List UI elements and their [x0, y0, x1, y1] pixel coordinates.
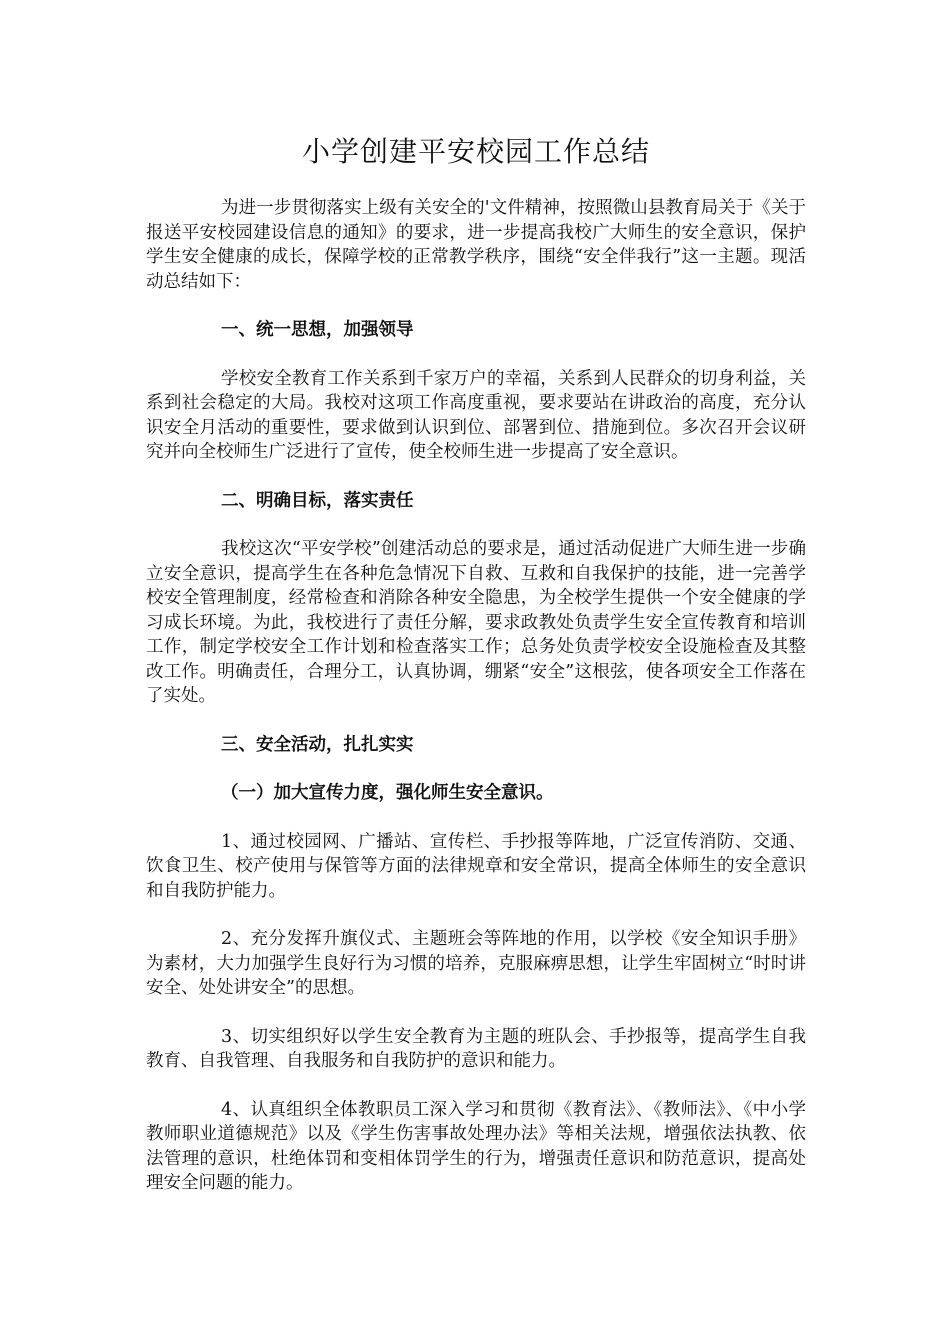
list-item: 4、认真组织全体教职员工深入学习和贯彻《教育法》、《教师法》、《中小学教师职业道德规范》以及《学生伤害事故处理办法》等相关法规，增强依法执教、依法管理的意识，杜绝体罚和变相体罚学生的行为，增强责任意识和防范意识，提高处理安全问题的能力。: [146, 1099, 806, 1193]
section-1-heading: 一、统一思想，加强领导: [221, 320, 414, 340]
list-item: 1、通过校园网、广播站、宣传栏、手抄报等阵地，广泛宣传消防、交通、饮食卫生、校产使用与保管等方面的法律规章和安全常识，提高全体师生的安全意识和自我防护能力。: [146, 831, 806, 901]
list-item: 3、切实组织好以学生安全教育为主题的班队会、手抄报等，提高学生自我教育、自我管理、自我服务和自我防护的意识和能力。: [146, 1026, 806, 1071]
document-title: 小学创建平安校园工作总结: [301, 135, 650, 168]
list-item: 2、充分发挥升旗仪式、主题班会等阵地的作用，以学校《安全知识手册》为素材，大力加强学生良好行为习惯的培养，克服麻痹思想，让学生牢固树立“时时讲安全、处处讲安全”的思想。: [146, 929, 806, 998]
section-1-body: 学校安全教育工作关系到千家万户的幸福，关系到人民群众的切身利益，关系到社会稳定的大局。我校对这项工作高度重视，要求要站在讲政治的高度，充分认识安全月活动的重要性，要求做到认识到位、部署到位、措施到位。多次召开会议研究并向全校师生广泛进行了宣传，使全校师生进一步提高了安全意识。: [146, 368, 806, 462]
document-page: [146, 0, 806, 1196]
section-2-body: 我校这次“平安学校”创建活动总的要求是，通过活动促进广大师生进一步确立安全意识，提高学生在各种危急情况下自救、互救和自我保护的技能，进一完善学校安全管理制度，经常检查和消除各种安全隐患，为全校学生提供一个安全健康的学习成长环境。为此，我校进行了责任分解，要求政教处负责学生安全宣传教育和培训工作，制定学校安全工作计划和检查落实工作；总务处负责学校安全设施检查及其整改工作。明确责任，合理分工，认真协调，绷紧“安全”这根弦，使各项安全工作落在了实处。: [146, 539, 806, 706]
section-3-heading: 三、安全活动，扎扎实实: [221, 734, 414, 755]
section-3-subheading: （一）加大宣传力度，强化师生安全意识。: [221, 783, 554, 803]
section-2-heading: 二、明确目标，落实责任: [221, 490, 414, 511]
intro-paragraph: 为进一步贯彻落实上级有关安全的'文件精神，按照微山县教育局关于《关于报送平安校园建设信息的通知》的要求，进一步提高我校广大师生的安全意识，保护学生安全健康的成长，保障学校的正常教学秩序，围绕“安全伴我行”这一主题。现活动总结如下：: [146, 198, 806, 292]
